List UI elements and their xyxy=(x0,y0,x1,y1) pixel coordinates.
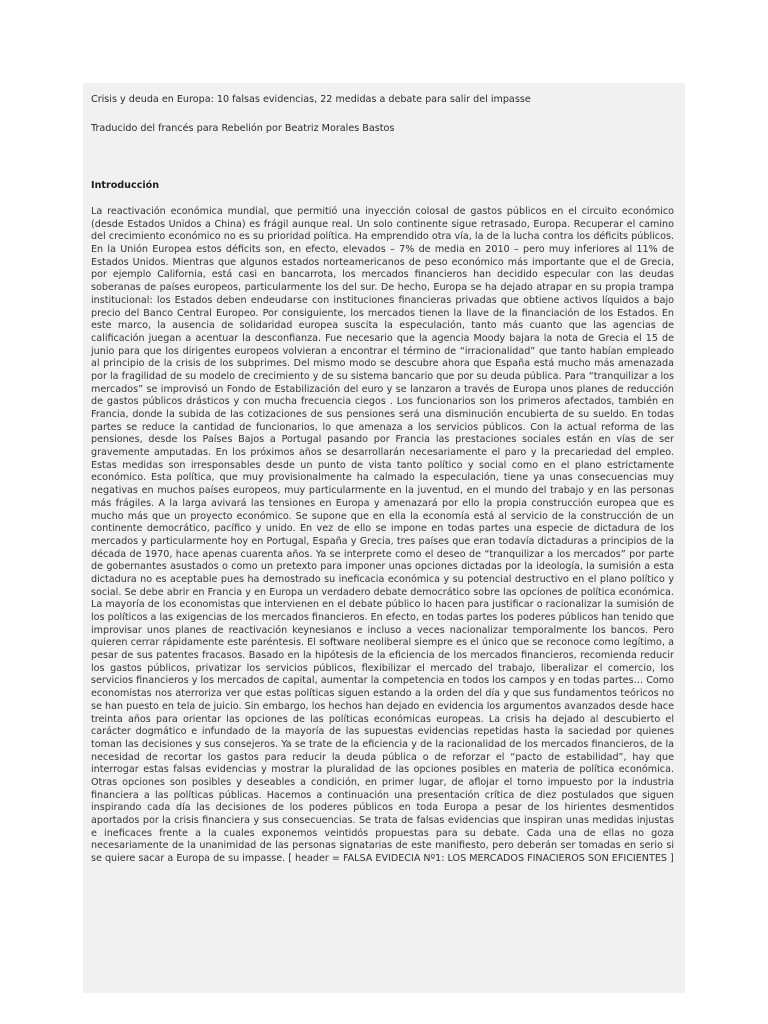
translation-credit: Traducido del francés para Rebelión por Beatriz Morales Bastos xyxy=(91,123,395,134)
document-title: Crisis y deuda en Europa: 10 falsas evidencias, 22 medidas a debate para salir del impasse xyxy=(91,94,531,105)
section-heading: Introducción xyxy=(91,180,160,191)
document-panel xyxy=(83,83,685,993)
body-paragraph: La reactivación económica mundial, que permitió una inyección colosal de gastos públicos en el circuito económico (desde Estados Unidos a China) es frágil aunque real. Un solo continente sigue retrasado, Europa. Recuperar el camino del crecimiento económico no es su prioridad política. Ha emprendido otra vía, la de la lucha contra los déficits públicos. En la Unión Europea estos déficits son, en efecto, elevados – 7% de media en 2010 – pero muy inferiores al 11% de Estados Unidos. Mientras que algunos estados norteamericanos de peso económico más importante que el de Grecia, por ejemplo California, está casi en bancarrota, los mercados financieros han decidido especular con las deudas soberanas de países europeos, particularmente los del sur. De hecho, Europa se ha dejado atrapar en su propia trampa institucional: los Estados deben endeudarse con instituciones financieras privadas que obtiene activos líquidos a bajo precio del Banco Central Europeo. Por consiguiente, los mercados tienen la llave de la financiación de los Estados. En este marco, la ausencia de solidaridad europea suscita la especulación, tanto más cuanto que las agencias de calificación juegan a acentuar la desconfianza. Fue necesario que la agencia Moody bajara la nota de Grecia el 15 de junio para que los dirigentes europeos volvieran a encontrar el término de “irracionalidad” que tanto habían empleado al principio de la crisis de los subprimes. Del mismo modo se descubre ahora que España está mucho más amenazada por la fragilidad de su modelo de crecimiento y de su sistema bancario que por su deuda pública. Para “tranquilizar a los mercados” se improvisó un Fondo de Estabilización del euro y se lanzaron a través de Europa unos planes de reducción de gastos públicos drásticos y con mucha frecuencia ciegos . Los funcionarios son los primeros afectados, también en Francia, donde la subida de las cotizaciones de sus pensiones será una disminución encubierta de su sueldo. En todas partes se reduce la cantidad de funcionarios, lo que amenaza a los servicios públicos. Con la actual reforma de las pensiones, desde los Países Bajos a Portugal pasando por Francia las prestaciones sociales están en vías de ser gravemente amputadas. En los próximos años se desarrollarán necesariamente el paro y la precariedad del empleo. Estas medidas son irresponsables desde un punto de vista tanto político y social como en el plano estrictamente económico. Esta política, que muy provisionalmente ha calmado la especulación, tiene ya unas consecuencias muy negativas en muchos países europeos, muy particularmente en la juventud, en el mundo del trabajo y en las personas más frágiles. A la larga avivará las tensiones en Europa y amenazará por ello la propia construcción europea que es mucho más que un proyecto económico. Se supone que en ella la economía está al servicio de la construcción de un continente democrático, pacífico y unido. En vez de ello se impone en todas partes una especie de dictadura de los mercados y particularmente hoy en Portugal, España y Grecia, tres países que eran todavía dictaduras a principios de la década de 1970, hace apenas cuarenta años. Ya se interprete como el deseo de “tranquilizar a los mercados” por parte de gobernantes asustados o como un pretexto para imponer unas opciones dictadas por la ideología, la sumisión a esta dictadura no es aceptable pues ha demostrado su ineficacia económica y su potencial destructivo en el plano político y social. Se debe abrir en Francia y en Europa un verdadero debate democrático sobre las opciones de política económica. La mayoría de los economistas que intervienen en el debate público lo hacen para justificar o racionalizar la sumisión de los políticos a las exigencias de los mercados financieros. En efecto, en todas partes los poderes públicos han tenido que improvisar unos planes de reactivación keynesianos e incluso a veces nacionalizar temporalmente los bancos. Pero quieren cerrar rápidamente este paréntesis. El software neoliberal siempre es el único que se reconoce como legítimo, a pesar de sus patentes fracasos. Basado en la hipótesis de la eficiencia de los mercados financieros, recomienda reducir los gastos públicos, privatizar los servicios públicos, flexibilizar el mercado del trabajo, liberalizar el comercio, los servicios financieros y los mercados de capital, aumentar la competencia en todos los campos y en todas partes… Como economistas nos aterroriza ver que estas políticas siguen estando a la orden del día y que sus fundamentos teóricos no se han puesto en tela de juicio. Sin embargo, los hechos han dejado en evidencia los argumentos avanzados desde hace treinta años para orientar las opciones de las políticas económicas europeas. La crisis ha dejado al descubierto el carácter dogmático e infundado de la mayoría de las supuestas evidencias repetidas hasta la saciedad por quienes toman las decisiones y sus consejeros. Ya se trate de la eficiencia y de la racionalidad de los mercados financieros, de la necesidad de recortar los gastos para reducir la deuda pública o de reforzar el “pacto de estabilidad”, hay que interrogar estas falsas evidencias y mostrar la pluralidad de las opciones posibles en materia de política económica. Otras opciones son posibles y deseables a condición, en primer lugar, de aflojar el torno impuesto por la industria financiera a las políticas públicas. Hacemos a continuación una presentación crítica de diez postulados que siguen inspirando cada día las decisiones de los poderes públicos en toda Europa a pesar de los hirientes desmentidos aportados por la crisis financiera y sus consecuencias. Se trata de falsas evidencias que inspiran unas medidas injustas e ineficaces frente a la cuales exponemos veintidós propuestas para su debate. Cada una de ellas no goza necesariamente de la unanimidad de las personas signatarias de este manifiesto, pero deberán ser tomadas en serio si se quiere sacar a Europa de su impasse. [ header = FALSA EVIDECIA Nº1: LOS MERCADOS FINACIEROS SON EFICIENTES ] xyxy=(91,206,674,865)
